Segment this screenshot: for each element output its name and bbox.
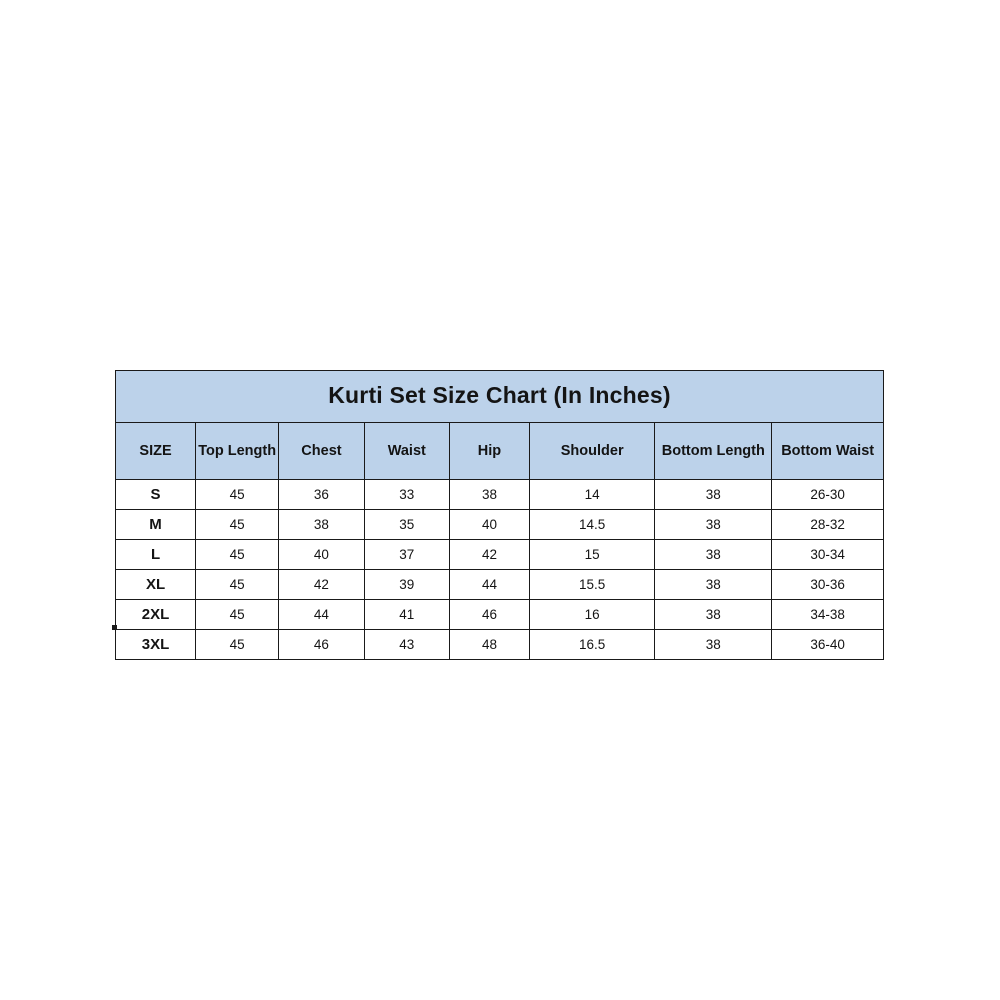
cell-size: 2XL	[116, 600, 196, 630]
cell-size: 3XL	[116, 630, 196, 660]
size-chart-container	[115, 370, 884, 660]
cell-shoulder: 14	[530, 480, 655, 510]
cell-shoulder: 15.5	[530, 570, 655, 600]
table-row	[116, 600, 884, 630]
column-header-bottom-length: Bottom Length	[655, 423, 772, 480]
table-row	[116, 510, 884, 540]
cell-chest: 42	[279, 570, 364, 600]
cell-waist: 33	[364, 480, 449, 510]
cell-hip: 38	[449, 480, 529, 510]
table-row	[116, 540, 884, 570]
cell-bottom-waist: 30-36	[772, 570, 884, 600]
column-header-chest: Chest	[279, 423, 364, 480]
cell-size: M	[116, 510, 196, 540]
column-header-top-length: Top Length	[196, 423, 279, 480]
cell-size: L	[116, 540, 196, 570]
cell-shoulder: 15	[530, 540, 655, 570]
cell-bottom-length: 38	[655, 540, 772, 570]
table-row	[116, 630, 884, 660]
cell-hip: 40	[449, 510, 529, 540]
column-header-waist: Waist	[364, 423, 449, 480]
size-chart-table	[115, 370, 884, 660]
table-row	[116, 480, 884, 510]
table-row	[116, 570, 884, 600]
cell-bottom-waist: 30-34	[772, 540, 884, 570]
cell-top-length: 45	[196, 600, 279, 630]
table-header-row	[116, 423, 884, 480]
column-header-size: SIZE	[116, 423, 196, 480]
column-header-hip: Hip	[449, 423, 529, 480]
cell-size: XL	[116, 570, 196, 600]
cell-bottom-waist: 34-38	[772, 600, 884, 630]
cell-bottom-waist: 36-40	[772, 630, 884, 660]
column-header-bottom-waist: Bottom Waist	[772, 423, 884, 480]
column-header-shoulder: Shoulder	[530, 423, 655, 480]
cell-top-length: 45	[196, 630, 279, 660]
cell-chest: 46	[279, 630, 364, 660]
chart-title: Kurti Set Size Chart (In Inches)	[116, 371, 884, 423]
cell-shoulder: 16.5	[530, 630, 655, 660]
cell-hip: 48	[449, 630, 529, 660]
cell-chest: 40	[279, 540, 364, 570]
cell-chest: 36	[279, 480, 364, 510]
table-title-row	[116, 371, 884, 423]
cell-top-length: 45	[196, 510, 279, 540]
cell-bottom-waist: 28-32	[772, 510, 884, 540]
cell-waist: 43	[364, 630, 449, 660]
cell-hip: 42	[449, 540, 529, 570]
cell-top-length: 45	[196, 540, 279, 570]
corner-marker	[112, 625, 117, 630]
cell-bottom-length: 38	[655, 570, 772, 600]
cell-waist: 41	[364, 600, 449, 630]
cell-bottom-length: 38	[655, 600, 772, 630]
cell-bottom-waist: 26-30	[772, 480, 884, 510]
cell-hip: 44	[449, 570, 529, 600]
cell-bottom-length: 38	[655, 630, 772, 660]
cell-chest: 44	[279, 600, 364, 630]
cell-shoulder: 16	[530, 600, 655, 630]
cell-waist: 35	[364, 510, 449, 540]
cell-shoulder: 14.5	[530, 510, 655, 540]
cell-size: S	[116, 480, 196, 510]
cell-hip: 46	[449, 600, 529, 630]
cell-chest: 38	[279, 510, 364, 540]
cell-waist: 39	[364, 570, 449, 600]
cell-bottom-length: 38	[655, 480, 772, 510]
cell-waist: 37	[364, 540, 449, 570]
cell-top-length: 45	[196, 480, 279, 510]
cell-bottom-length: 38	[655, 510, 772, 540]
cell-top-length: 45	[196, 570, 279, 600]
